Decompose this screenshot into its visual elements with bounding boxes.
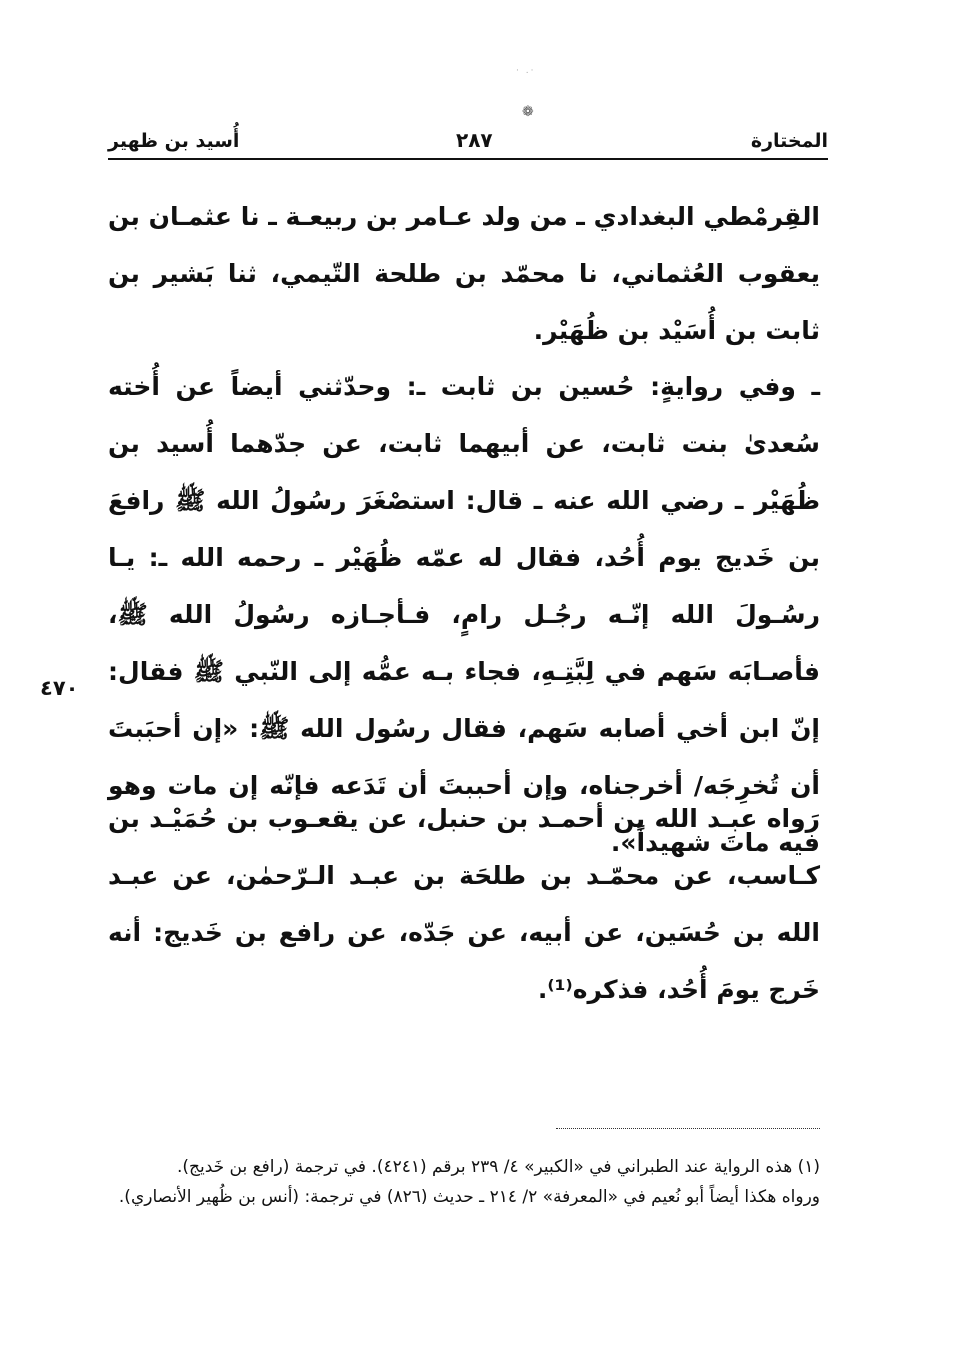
margin-page-reference: ٤٧٠: [40, 676, 79, 700]
footnote-2: ورواه هكذا أيضاً أبو نُعيم في «المعرفة» ٢/ ٢١٤ ـ حديث (٨٢٦) في ترجمة: (أنس بن ظُهير الأنصاري).: [118, 1187, 820, 1207]
header-ornament-icon: ❁: [522, 104, 534, 120]
chapter-title: أُسيد بن ظهير: [108, 130, 240, 152]
footnote-separator: [556, 1128, 820, 1129]
paragraph-1: القِرمْطي البغدادي ـ من ولد عـامر بن ربيعـة ـ نا عثمـان بن يعقوب العُثماني، نا محمّد بن طلحة التّيمي، ثنا بَشير بن ثابت بن أُسَيْد بن ظُهَيْر.: [108, 202, 820, 345]
header-rule: [108, 158, 828, 160]
paragraph-3: رَواه عبـد الله بن أحمـد بن حنبل، عن يقعـوب بن حُمَيْـد بن كـاسب، عن محمّـد بن طلحَة بن عبـد الـرّحمٰن، عن عبـد الله بن حُسَين، عن أبيه، عن جَدّه، عن رافع بن خَديج: أنه خَرج يومَ أُحُد، فذكره⁽¹⁾.: [108, 804, 820, 1004]
running-header: [108, 128, 828, 160]
scan-speck: · .·: [516, 66, 536, 76]
footnote-1: (١) هذه الرواية عند الطبراني في «الكبير» ٤/ ٢٣٩ برقم (٤٢٤١). في ترجمة (رافع بن خَديج).: [176, 1157, 820, 1177]
paragraph-2: ـ وفي روايةٍ: حُسين بن ثابت ـ: وحدّثني أيضاً عن أُخته سُعدىٰ بنت ثابت، عن أبيهما ثابت، عن جدّهما أُسيد بن ظُهَيْر ـ رضي الله عنه ـ قال: استصْغَرَ رسُولُ الله ﷺ رافعَ بن خَديج يوم أُحُد، فقال له عمّه ظُهَيْر ـ رحمه الله ـ: يـا رسُـولَ الله إنّـه رجُـل رامٍ، فـأجـازه رسُولُ الله ﷺ، فأصـابَه سَهم في لِبَّتِـهِ، فجاء بـه عمُّه إلى النّبي ﷺ فقال: إنّ ابن أخي أصابه سَهم، فقال رسُول الله ﷺ: «إن أحبَبتَ أن تُخرِجَه/ أخرجناه، وإن أحببتَ أن تَدَعه فإنّه إن مات وهو فيه ماتَ شهيداً».: [108, 372, 820, 857]
footnotes: [108, 1152, 820, 1212]
book-title: المختارة: [750, 130, 828, 152]
page-number: ٢٨٧: [456, 128, 493, 152]
